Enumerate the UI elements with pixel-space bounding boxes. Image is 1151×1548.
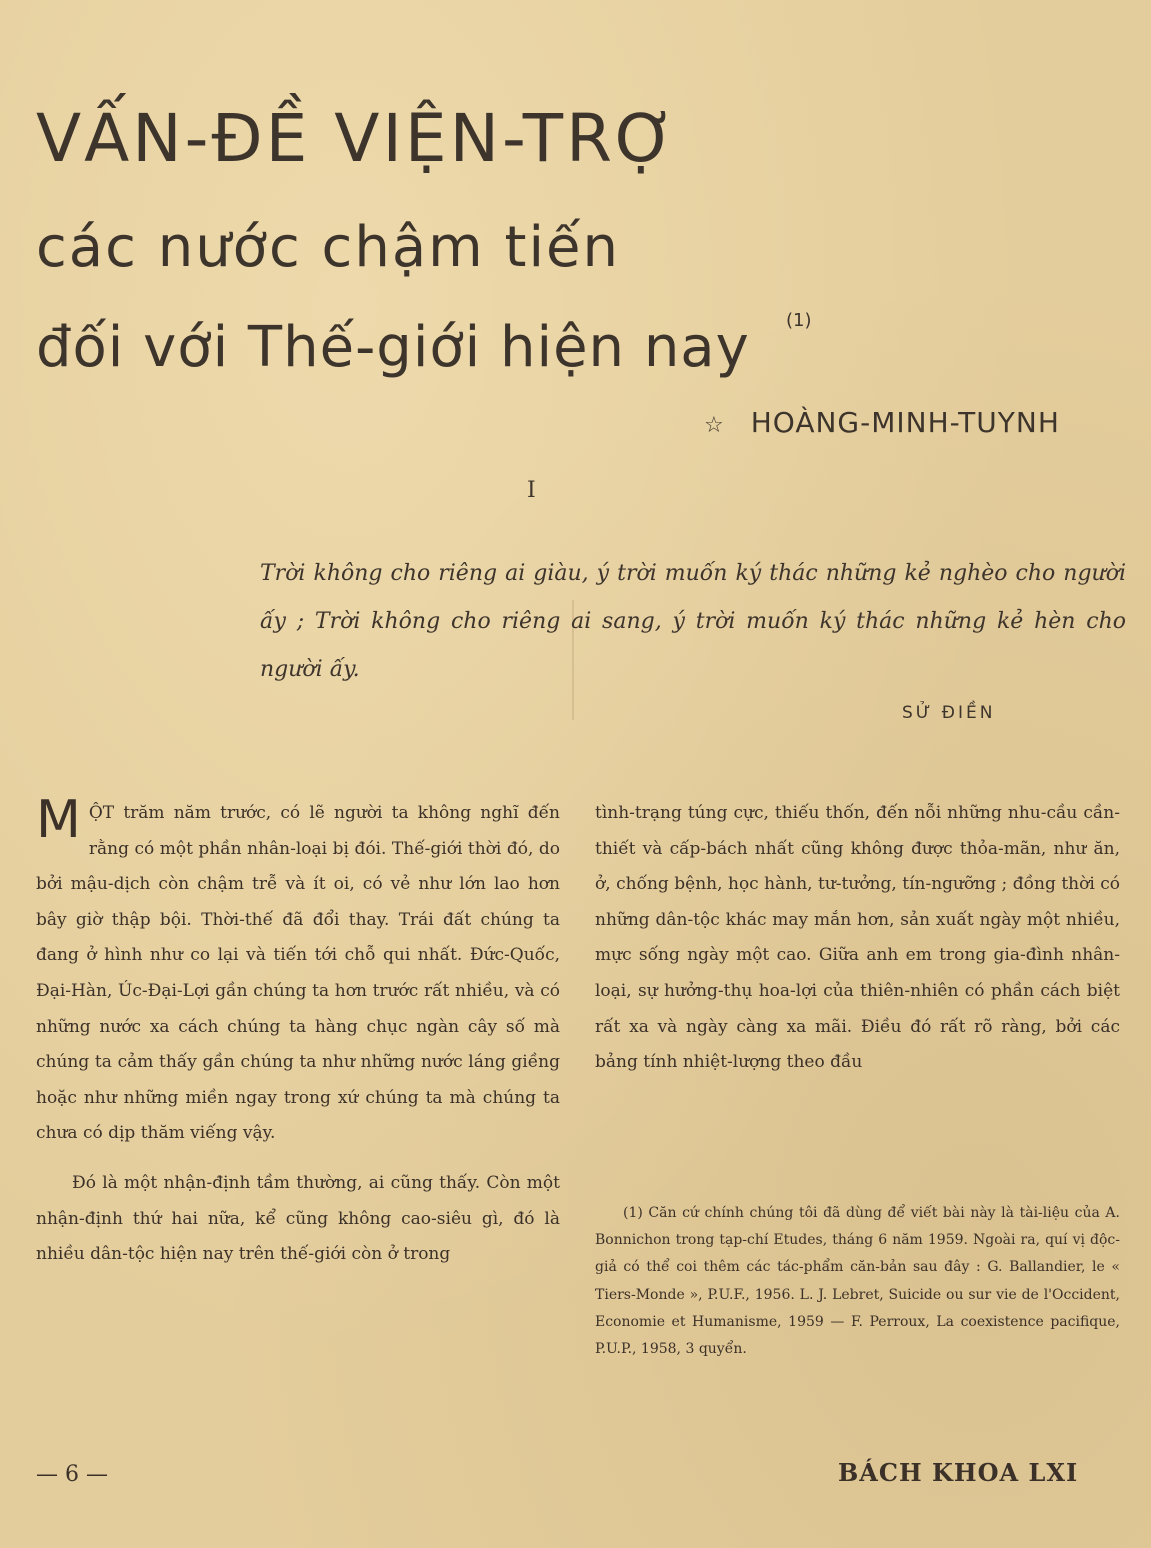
- section-number: I: [527, 478, 536, 503]
- title-line-2: các nước chậm tiến: [36, 215, 620, 280]
- page-number: — 6 —: [36, 1462, 108, 1487]
- running-head: BÁCH KHOA LXI: [838, 1458, 1079, 1487]
- author-name: HOÀNG-MINH-TUYNH: [750, 406, 1060, 439]
- epigraph-text: Trời không cho riêng ai giàu, ý trời muốn ký thác những kẻ nghèo cho người ấy ; Trời không cho riêng ai sang, ý trời muốn ký thác những kẻ hèn cho người ấy.: [260, 561, 1126, 682]
- paragraph-3: tình-trạng túng cực, thiếu thốn, đến nỗi những nhu-cầu cần-thiết và cấp-bách nhất cũng không được thỏa-mãn, như ăn, ở, chống bệnh, học hành, tư-tưởng, tín-ngưỡng ; đồng thời có những dân-tộc khác may mắn hơn, sản xuất ngày một nhiều, mực sống ngày một cao. Giữa anh em trong gia-đình nhân-loại, sự hưởng-thụ hoa-lợi của thiên-nhiên có phần cách biệt rất xa và ngày càng xa mãi. Điều đó rất rõ ràng, bởi các bảng tính nhiệt-lượng theo đầu: [595, 803, 1120, 1073]
- author-byline: [704, 406, 1060, 439]
- title-line-3: đối với Thế-giới hiện nay: [36, 315, 750, 380]
- drop-cap: M: [36, 790, 81, 850]
- epigraph-source: SỬ ĐIỀN: [902, 703, 996, 723]
- paragraph-1: [36, 790, 560, 1152]
- paragraph-1-text: ỘT trăm năm trước, có lẽ người ta không nghĩ đến rằng có một phần nhân-loại bị đói. Thế-giới thời đó, do bởi mậu-dịch còn chậm trễ và ít oi, có vẻ như lớn lao hơn bây giờ thập bội. Thời-thế đã đổi thay. Trái đất chúng ta đang ở hình như co lại và tiến tới chỗ qui nhất. Đức-Quốc, Đại-Hàn, Úc-Đại-Lợi gần chúng ta hơn trước rất nhiều, và có những nước xa cách chúng ta hàng chục ngàn cây số mà chúng ta cảm thấy gần chúng ta như những nước láng giềng hoặc như những miền ngay trong xứ chúng ta mà chúng ta chưa có dịp thăm viếng vậy.: [36, 803, 560, 1144]
- article-column-right: [595, 796, 1120, 1081]
- footnote: (1) Căn cứ chính chúng tôi đã dùng để viết bài này là tài-liệu của A. Bonnichon trong tạp-chí Etudes, tháng 6 năm 1959. Ngoài ra, quí vị độc-giả có thể coi thêm các tác-phẩm căn-bản sau đây : G. Ballandier, le « Tiers-Monde », P.U.F., 1956. L. J. Lebret, Suicide ou sur vie de l'Occident, Economie et Humanisme, 1959 — F. Perroux, La coexistence pacifique, P.U.P., 1958, 3 quyển.: [595, 1205, 1120, 1358]
- star-icon: ☆: [704, 413, 725, 438]
- article-column-left: [36, 790, 560, 1273]
- title-line-1: VẤN-ĐỀ VIỆN-TRỢ: [36, 100, 679, 177]
- paragraph-2: Đó là một nhận-định tầm thường, ai cũng thấy. Còn một nhận-định thứ hai nữa, kể cũng không cao-siêu gì, đó là nhiều dân-tộc hiện nay trên thế-giới còn ở trong: [36, 1172, 560, 1265]
- title-footnote-marker: (1): [786, 310, 812, 331]
